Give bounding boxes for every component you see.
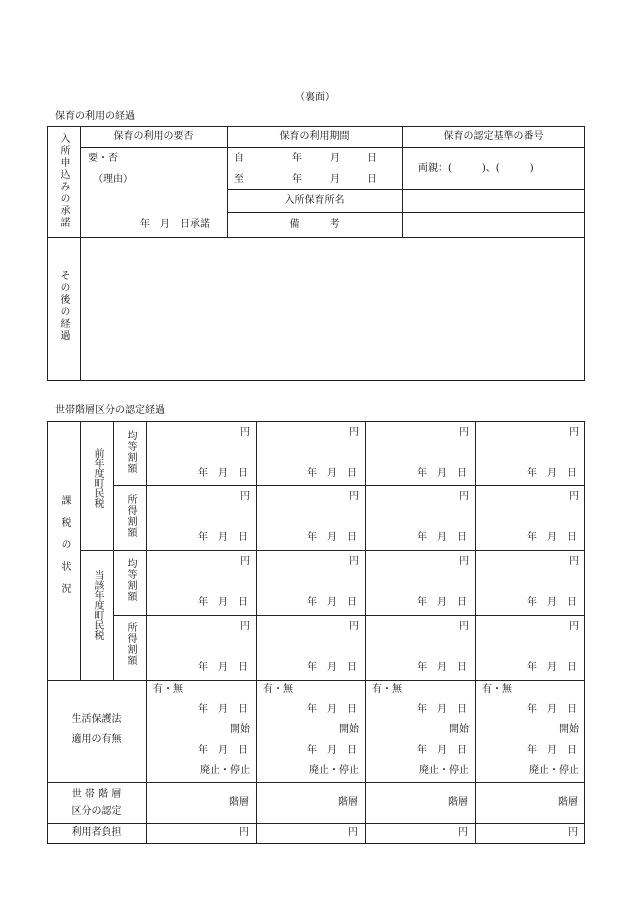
- tax-yen-unit: 円: [459, 491, 469, 502]
- class-unit: 階層: [338, 797, 358, 808]
- tax-yen-unit: 円: [240, 556, 250, 567]
- class-unit: 階層: [558, 797, 578, 808]
- welfare-label-1: 生活保護法: [71, 714, 122, 725]
- welfare-start-label: 開始: [449, 724, 469, 735]
- reason-label: （理由）: [93, 174, 133, 185]
- usage-header-divider: [80, 147, 585, 148]
- welfare-stop-date: 年 月 日: [198, 745, 248, 756]
- class-unit: 階層: [229, 797, 249, 808]
- period-to-day: 日: [367, 174, 377, 185]
- burden-label: 利用者負担: [71, 827, 122, 838]
- col-necessity-header: 保育の利用の要否: [113, 131, 194, 142]
- tax-yen-unit: 円: [240, 427, 250, 438]
- tax-yen-unit: 円: [569, 491, 579, 502]
- welfare-start-date: 年 月 日: [307, 704, 357, 715]
- curr-year-tax-label: 当該年度町民税: [92, 570, 103, 640]
- welfare-stop-label: 廃止・停止: [309, 765, 359, 776]
- welfare-label-2: 適用の有無: [71, 734, 122, 745]
- welfare-stop-date: 年 月 日: [527, 745, 577, 756]
- tax-date: 年 月 日: [527, 468, 577, 479]
- tax-date: 年 月 日: [307, 597, 357, 608]
- usage-row-divider-1: [227, 189, 585, 190]
- tax-yen-unit: 円: [240, 621, 250, 632]
- usage-side-label-top: 入所申込みの承諾: [58, 133, 69, 229]
- tax-date: 年 月 日: [527, 597, 577, 608]
- welfare-start-date: 年 月 日: [417, 704, 467, 715]
- welfare-stop-label: 廃止・停止: [200, 765, 250, 776]
- page-label: （裏面）: [295, 92, 335, 103]
- period-from-day: 日: [367, 153, 377, 164]
- welfare-top-divider: [47, 680, 585, 681]
- facility-label: 入所保育所名: [284, 195, 345, 206]
- tax-date: 年 月 日: [527, 662, 577, 673]
- tax-yen-unit: 円: [240, 491, 250, 502]
- tax-date: 年 月 日: [417, 468, 467, 479]
- period-from-year: 年: [292, 153, 302, 164]
- period-from-label: 自: [234, 153, 244, 164]
- tax-yen-unit: 円: [349, 556, 359, 567]
- tax-yen-unit: 円: [349, 621, 359, 632]
- tax-yen-unit: 円: [459, 621, 469, 632]
- tax-yen-unit: 円: [569, 556, 579, 567]
- col-criteria-header: 保育の認定基準の番号: [443, 131, 544, 142]
- tax-status-label: 課税の状況: [59, 495, 70, 605]
- tax-yen-unit: 円: [569, 621, 579, 632]
- necessity-value: 要・否: [88, 153, 118, 164]
- prev-equal-levy-label: 均等割額: [125, 430, 136, 474]
- class-unit: 階層: [448, 797, 468, 808]
- burden-yen-unit: 円: [348, 827, 358, 838]
- welfare-start-date: 年 月 日: [198, 704, 248, 715]
- welfare-stop-label: 廃止・停止: [419, 765, 469, 776]
- usage-side-label-bottom: その後の経過: [58, 270, 69, 342]
- usage-section-title: 保育の利用の経過: [55, 111, 135, 122]
- tax-date: 年 月 日: [198, 468, 248, 479]
- burden-yen-unit: 円: [239, 827, 249, 838]
- period-from-month: 月: [330, 153, 340, 164]
- tax-date: 年 月 日: [307, 468, 357, 479]
- tax-date: 年 月 日: [198, 662, 248, 673]
- tax-yen-unit: 円: [459, 427, 469, 438]
- welfare-yes-no: 有・無: [263, 684, 293, 695]
- class-label-1: 世 帯 階 層: [71, 789, 122, 800]
- tax-date: 年 月 日: [417, 662, 467, 673]
- tax-date: 年 月 日: [307, 532, 357, 543]
- tax-row-divider-3: [113, 615, 585, 616]
- tax-row-divider-1: [113, 485, 585, 486]
- tax-row-divider-2: [80, 550, 585, 551]
- burden-top-divider: [47, 823, 585, 824]
- welfare-yes-no: 有・無: [372, 684, 402, 695]
- household-section-title: 世帯階層区分の認定経過: [55, 405, 165, 416]
- welfare-stop-date: 年 月 日: [417, 745, 467, 756]
- tax-date: 年 月 日: [417, 532, 467, 543]
- tax-yen-unit: 円: [459, 556, 469, 567]
- criteria-value: 両親：( )、( ): [418, 163, 534, 174]
- usage-mid-divider: [47, 237, 585, 238]
- prev-year-tax-label: 前年度町民税: [92, 448, 103, 508]
- welfare-yes-no: 有・無: [153, 684, 183, 695]
- welfare-start-label: 開始: [230, 724, 250, 735]
- burden-yen-unit: 円: [458, 827, 468, 838]
- curr-income-levy-label: 所得割額: [125, 622, 136, 666]
- welfare-start-label: 開始: [559, 724, 579, 735]
- tax-date: 年 月 日: [417, 597, 467, 608]
- welfare-yes-no: 有・無: [482, 684, 512, 695]
- welfare-stop-label: 廃止・停止: [529, 765, 579, 776]
- tax-yen-unit: 円: [349, 491, 359, 502]
- usage-side-divider: [80, 126, 81, 381]
- period-to-year: 年: [292, 174, 302, 185]
- welfare-start-date: 年 月 日: [527, 704, 577, 715]
- usage-row-divider-2: [227, 212, 585, 213]
- period-to-month: 月: [330, 174, 340, 185]
- col-period-header: 保育の利用期間: [279, 131, 350, 142]
- remarks-label: 備 考: [289, 219, 340, 230]
- approval-date: 年 月 日承諾: [140, 219, 210, 230]
- welfare-stop-date: 年 月 日: [307, 745, 357, 756]
- prev-income-levy-label: 所得割額: [125, 494, 136, 538]
- curr-equal-levy-label: 均等割額: [125, 558, 136, 602]
- tax-date: 年 月 日: [198, 532, 248, 543]
- tax-yen-unit: 円: [569, 427, 579, 438]
- tax-yen-unit: 円: [349, 427, 359, 438]
- tax-date: 年 月 日: [527, 532, 577, 543]
- tax-date: 年 月 日: [307, 662, 357, 673]
- period-to-label: 至: [234, 174, 244, 185]
- welfare-start-label: 開始: [339, 724, 359, 735]
- class-label-2: 区分の認定: [71, 806, 122, 817]
- burden-yen-unit: 円: [568, 827, 578, 838]
- class-top-divider: [47, 782, 585, 783]
- tax-date: 年 月 日: [198, 597, 248, 608]
